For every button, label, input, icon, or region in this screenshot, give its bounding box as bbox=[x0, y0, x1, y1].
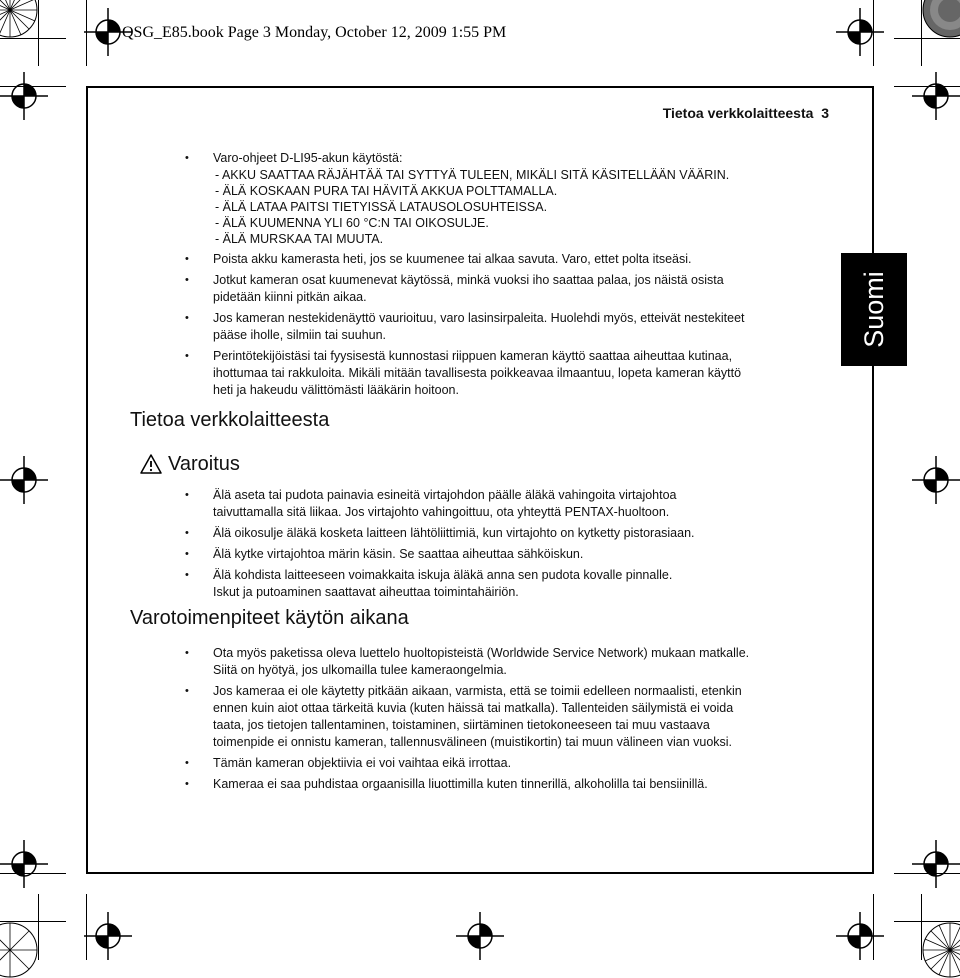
crop-mark bbox=[0, 38, 66, 39]
list-item bbox=[130, 525, 830, 542]
battery-warning-line: - ÄLÄ KOSKAAN PURA TAI HÄVITÄ AKKUA POLTTAMALLA. bbox=[215, 184, 558, 198]
list-item-line: pidetään kiinni pitkän aikaa. bbox=[213, 290, 367, 304]
list-item-line: Siitä on hyötyä, jos ulkomailla tulee kameraongelmia. bbox=[213, 663, 507, 677]
rosette-mark-icon bbox=[0, 0, 38, 38]
page-number: 3 bbox=[821, 105, 829, 121]
list-item-line: taata, jos tietojen tallentaminen, toistaminen, siirtäminen tietokoneeseen tai muu vastaava bbox=[213, 718, 710, 732]
battery-warning-line: - ÄLÄ MURSKAA TAI MUUTA. bbox=[215, 232, 384, 246]
list-item-line: Iskut ja putoaminen saattavat aiheuttaa toimintahäiriön. bbox=[213, 585, 519, 599]
running-header bbox=[663, 105, 829, 121]
registration-mark-icon bbox=[456, 912, 504, 960]
list-item bbox=[130, 150, 830, 247]
registration-mark-icon bbox=[912, 840, 960, 888]
list-item-line: • Jos kameran nestekidenäyttö vaurioituu, varo lasinsirpaleita. Huolehdi myös, etteivät nestekiteet bbox=[213, 311, 745, 325]
list-item bbox=[130, 546, 830, 563]
list-item-line: • Tämän kameran objektiivia ei voi vaihtaa eikä irrottaa. bbox=[213, 756, 512, 770]
list-item-line: taivuttamalla sitä liikaa. Jos virtajohto vahingoittuu, ota yhteyttä PENTAX-huoltoon. bbox=[213, 505, 670, 519]
list-item bbox=[130, 487, 830, 521]
list-item-line: • Älä kohdista laitteeseen voimakkaita iskuja äläkä anna sen pudota kovalle pinnalle. bbox=[213, 568, 673, 582]
list-item-line: ennen kuin aiot ottaa tärkeitä kuvia (kuten häissä tai matkalla). Tallenteiden säilymistä ei voida bbox=[213, 701, 734, 715]
list-item bbox=[130, 567, 830, 601]
battery-warning-line: - ÄLÄ LATAA PAITSI TIETYISSÄ LATAUSOLOSUHTEISSA. bbox=[215, 200, 548, 214]
list-item-line: ihottumaa tai rakkuloita. Mikäli mitään tavallisesta poikkeavaa ilmaantuu, lopeta kameran käyttö bbox=[213, 366, 742, 380]
crop-mark bbox=[38, 0, 39, 66]
rosette-mark-icon bbox=[0, 922, 38, 978]
crop-mark bbox=[38, 894, 39, 960]
list-item bbox=[130, 348, 830, 399]
list-item bbox=[130, 755, 830, 772]
list-item-line: heti ja hakeudu välittömästi lääkärin hoitoon. bbox=[213, 383, 459, 397]
running-header-title: Tietoa verkkolaitteesta bbox=[662, 105, 814, 121]
warning-label: Varoitus bbox=[168, 452, 240, 475]
registration-mark-icon bbox=[836, 8, 884, 56]
list-item-line: • Älä aseta tai pudota painavia esineitä virtajohdon päälle äläkä vahingoita virtajohtoa bbox=[213, 488, 677, 502]
list-item-line: pääse iholle, silmiin tai suuhun. bbox=[213, 328, 387, 342]
list-item-line: • Jotkut kameran osat kuumenevat käytössä, minkä vuoksi iho saattaa palaa, jos näistä osista bbox=[213, 273, 724, 287]
list-item-line: • Perintötekijöistäsi tai fyysisestä kunnostasi riippuen kameran käyttö saattaa aiheuttaa kutinaa, bbox=[213, 349, 733, 363]
registration-mark-icon bbox=[0, 840, 48, 888]
list-item bbox=[130, 310, 830, 344]
list-item-line: • Älä kytke virtajohtoa märin käsin. Se saattaa aiheuttaa sähköiskun. bbox=[213, 547, 584, 561]
battery-warning-line: - ÄLÄ KUUMENNA YLI 60 °C:N TAI OIKOSULJE. bbox=[215, 216, 489, 230]
list-item bbox=[130, 251, 830, 268]
usage-precautions-list bbox=[130, 645, 830, 793]
list-item-line: • Ota myös paketissa oleva luettelo huoltopisteistä (Worldwide Service Network) mukaan matkalle. bbox=[213, 646, 750, 660]
section-heading-power-adapter: Tietoa verkkolaitteesta bbox=[130, 409, 330, 431]
warning-heading bbox=[140, 451, 830, 477]
list-item-line: • Jos kameraa ei ole käytetty pitkään aikaan, varmista, että se toimii edelleen normaalisti, etenkin bbox=[213, 684, 742, 698]
registration-mark-icon bbox=[912, 456, 960, 504]
list-item-line: toimenpide ei onnistu kameran, tallennusvälineen (muistikortin) tai muun välineen vian vuoksi. bbox=[213, 735, 733, 749]
battery-precautions-list bbox=[130, 150, 830, 399]
print-slug: QSG_E85.book Page 3 Monday, October 12, 2009 1:55 PM bbox=[122, 24, 507, 41]
registration-mark-icon bbox=[84, 912, 132, 960]
registration-mark-icon bbox=[836, 912, 884, 960]
section-heading-usage-precautions: Varotoimenpiteet käytön aikana bbox=[130, 607, 409, 629]
registration-mark-icon bbox=[84, 8, 132, 56]
registration-mark-icon bbox=[0, 456, 48, 504]
list-item-line: • Älä oikosulje äläkä kosketa laitteen lähtöliittimiä, kun virtajohto on kytketty pistorasiaan. bbox=[213, 526, 695, 540]
power-adapter-warning-list bbox=[130, 487, 830, 601]
list-item bbox=[130, 776, 830, 793]
warning-triangle-icon bbox=[140, 454, 162, 474]
registration-mark-icon bbox=[912, 72, 960, 120]
rosette-mark-icon bbox=[922, 922, 960, 978]
page-content bbox=[130, 150, 830, 797]
language-tab-label: Suomi bbox=[858, 271, 889, 348]
list-item bbox=[130, 645, 830, 679]
list-item bbox=[130, 272, 830, 306]
battery-warning-line: - AKKU SAATTAA RÄJÄHTÄÄ TAI SYTTYÄ TULEEN, MIKÄLI SITÄ KÄSITELLÄÄN VÄÄRIN. bbox=[215, 168, 730, 182]
crop-mark bbox=[894, 38, 960, 39]
language-tab bbox=[841, 253, 907, 366]
list-item-line: • Poista akku kamerasta heti, jos se kuumenee tai alkaa savuta. Varo, ettet polta itseäsi. bbox=[213, 252, 692, 266]
list-item-line: • Kameraa ei saa puhdistaa orgaanisilla liuottimilla kuten tinnerillä, alkoholilla tai bensiinillä. bbox=[213, 777, 708, 791]
registration-mark-icon bbox=[0, 72, 48, 120]
list-item-line: • Varo-ohjeet D-LI95-akun käytöstä: bbox=[213, 151, 403, 165]
rosette-mark-icon bbox=[922, 0, 960, 38]
list-item bbox=[130, 683, 830, 751]
